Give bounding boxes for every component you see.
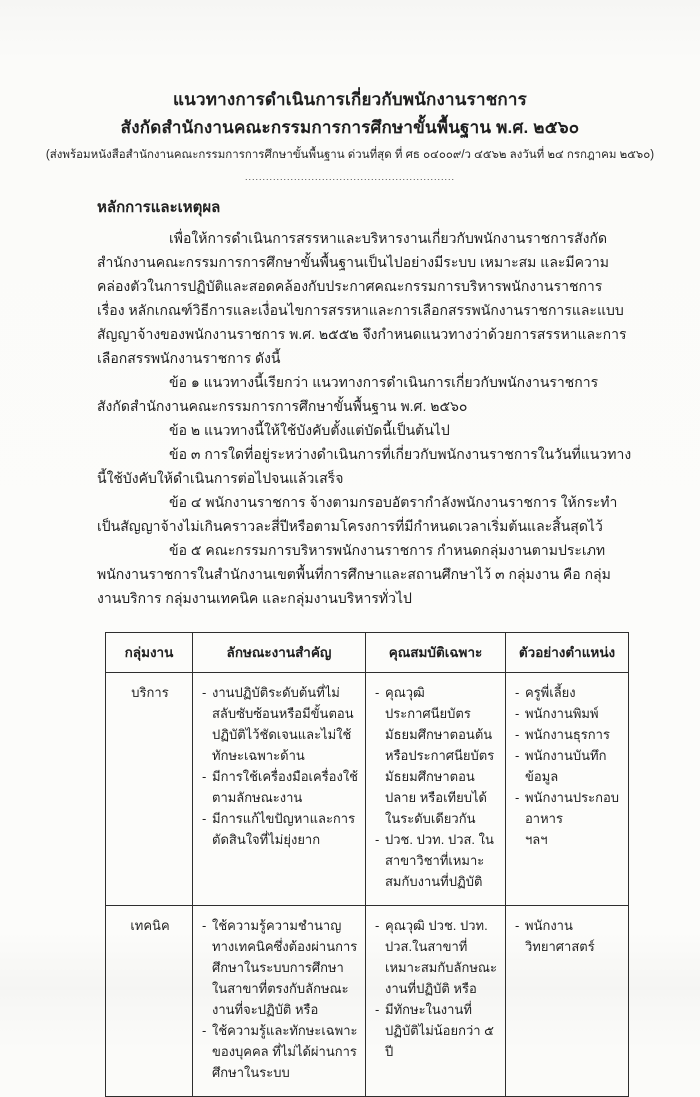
list-item-text: ฯลฯ [525, 832, 548, 847]
list-item [375, 682, 498, 829]
document-body [97, 196, 633, 1097]
list-item-text: พนักงานประกอบ​อาหาร [525, 790, 620, 826]
bullet-dash: - [515, 918, 520, 933]
bullet-dash: - [515, 685, 520, 700]
bullet-dash: - [202, 918, 207, 933]
list-item-text: ปวช. ปวท. ปวส. ในสาขาวิชา​ที่เหมาะสมกับงานที่ปฏิบัติ [385, 832, 494, 889]
list-item [202, 682, 358, 766]
list-item-text: งานปฏิบัติระดับต้นที่ไม่สลับ​ซับซ้อนหรือมีขั้นตอนปฏิบัติไว้​ชัดเจนและไม่ใช้ทักษะเฉพาะด้าน [212, 685, 354, 763]
bullet-dash: - [375, 685, 380, 700]
paragraph-clause-2: ข้อ ๒ แนวทางนี้ให้ใช้บังคับตั้งแต่บัดนี้เป็นต้นไป [169, 422, 450, 438]
bullet-dash: - [202, 685, 207, 700]
list-item [515, 787, 621, 829]
section-heading: หลักการและเหตุผล [97, 199, 221, 216]
bullet-dash: - [515, 706, 520, 721]
list-item [515, 915, 621, 957]
qualifications-cell [366, 906, 506, 1097]
positions-cell [506, 673, 629, 906]
bullet-dash: - [202, 1023, 207, 1038]
bullet-dash: - [515, 727, 520, 742]
bullet-dash: - [375, 1002, 380, 1017]
list-item [515, 745, 621, 787]
table-row-technical [106, 906, 629, 1097]
doc-title-line1: แนวทางการดำเนินการเกี่ยวกับพนักงานราชการ [172, 90, 528, 109]
list-item [515, 724, 621, 745]
list-item-text: พนักงานบันทึกข้อมูล [525, 748, 607, 784]
qualifications-cell [366, 673, 506, 906]
list-item-text: ใช้ความรู้ความชำนาญทางเทคนิค​ซึ่งต้องผ่านการศึกษาในระบบ​การศึกษาในสาขาที่ตรงกับ​ลักษณะงานที่จะปฏิบัติ หรือ [212, 918, 358, 1017]
table-header-row [106, 633, 629, 673]
paragraph-clause-4: ข้อ ๔ พนักงานราชการ จ้างตามกรอบอัตรากำลังพนักงานราชการ ให้กระทำเป็นสัญญาจ้าง​ไม่เกินคราวละสี่ปี​หรือตามโครงการที่มีกำหนดเวลาเริ่มต้นและสิ้นสุดไว้ [97, 494, 618, 534]
table-header-qualifications: คุณสมบัติเฉพาะ [366, 633, 506, 673]
list-item-etc [515, 829, 621, 850]
paragraph-clause-3: ข้อ ๓ การใดที่อยู่ระหว่างดำเนินการที่เกี่ยวกับพนักงานราชการในวันที่แนวทางนี้ใช้บังคับ​ให้ดำเนินการต่อไปจนแล้วเสร็จ [97, 446, 632, 486]
document-header [0, 86, 700, 182]
list-item-text: มีการใช้เครื่องมือเครื่องใช้​ตามลักษณะงาน [212, 769, 358, 805]
list-item [202, 766, 358, 808]
list-item-text: พนักงานพิมพ์ [525, 706, 599, 721]
paragraph-intro: เพื่อให้การดำเนินการสรรหาและบริหารงานเกี่ยวกับพนักงานราชการสังกัดสำนักงาน​คณะกรรมการการศึกษาขั้นพื้นฐาน​เป็นไปอย่างมีระบบ เหมาะสม และมีความคล่องตัวในการปฏิบัติและ​สอดคล้องกับประกาศ​คณะกรรมการบริหารพนักงานราชการ เรื่อง หลักเกณฑ์วิธีการและเงื่อนไขการสรรหาและ​การเลือกสรรพนักงานราชการ​และแบบสัญญาจ้างของพนักงานราชการ พ.ศ. ๒๕๕๒ จึงกำหนดแนวทางว่าด้วย​การสรรหาและการเลือกสรรพนักงานราชการ ดังนี้ [97, 230, 627, 366]
list-item-text: คุณวุฒิ ปวช. ปวท. ปวส.​ในสาขาที่เหมาะสมกับ​ลักษณะงานที่ปฏิบัติ หรือ [385, 918, 497, 996]
list-item [375, 999, 498, 1062]
list-item-text: มีทักษะในงานที่ปฏิบัติ​ไม่น้อยกว่า ๕ ปี [385, 1002, 495, 1059]
dotted-divider: ............................................................ [244, 172, 456, 182]
list-item-text: มีการแก้ไขปัญหาและ​การตัดสินใจที่ไม่ยุ่งยาก [212, 811, 356, 847]
group-name-cell: บริการ [106, 673, 193, 906]
paragraph-clause-1: ข้อ ๑ แนวทางนี้เรียกว่า แนวทางการดำเนินการเกี่ยวกับพนักงานราชการ สังกัดสำนักงาน​คณะกรรมการการศึกษาขั้นพื้นฐาน พ.ศ. ๒๕๖๐ [97, 374, 599, 414]
list-item [515, 703, 621, 724]
bullet-dash: - [202, 811, 207, 826]
job-groups-table [105, 632, 629, 1097]
list-item [202, 808, 358, 850]
table-header-characteristics: ลักษณะงานสำคัญ [193, 633, 366, 673]
list-item [515, 682, 621, 703]
table-header-positions: ตัวอย่างตำแหน่ง [506, 633, 629, 673]
bullet-dash: - [375, 918, 380, 933]
characteristics-cell [193, 673, 366, 906]
positions-cell [506, 906, 629, 1097]
list-item-text: ใช้ความรู้และทักษะเฉพาะของ​บุคคล ที่ไม่ได้ผ่านการศึกษา​ในระบบ [212, 1023, 358, 1080]
doc-title-line2: สังกัดสำนักงานคณะกรรมการการศึกษาขั้นพื้นฐาน พ.ศ. ๒๕๖๐ [120, 118, 580, 137]
table-row-service [106, 673, 629, 906]
bullet-dash: - [515, 748, 520, 763]
paragraph-clause-5: ข้อ ๕ คณะกรรมการบริหารพนักงานราชการ กำหนดกลุ่มงานตามประเภทพนักงานราชการ​ในสำนักงานเขตพื้นที่การศึกษาและสถานศึกษาไว้ ๓ กลุ่มงาน คือ กลุ่มงานบริการ กลุ่มงานเทคนิค และ​กลุ่มงานบริหารทั่วไป [97, 542, 611, 606]
list-item-text: พนักงานวิทยาศาสตร์ [525, 918, 595, 954]
list-item [202, 1020, 358, 1083]
bullet-dash: - [202, 769, 207, 784]
doc-subtitle: (ส่งพร้อมหนังสือสำนักงานคณะกรรมการการศึกษาขั้นพื้นฐาน ด่วนที่สุด ที่ ศธ ๐๔๐๐๙/ว ๔๕๖๒ ลงวันที่ ๒๔ กรกฎาคม ๒๕๖๐) [45, 149, 655, 161]
list-item [375, 915, 498, 999]
list-item-text: พนักงานธุรการ [525, 727, 610, 742]
list-item-text: ครูพี่เลี้ยง [525, 685, 576, 700]
characteristics-cell [193, 906, 366, 1097]
table-header-group: กลุ่มงาน [106, 633, 193, 673]
group-name-cell: เทคนิค [106, 906, 193, 1097]
list-item [375, 829, 498, 892]
bullet-dash: - [375, 832, 380, 847]
list-item-text: คุณวุฒิประกาศนียบัตร​มัธยมศึกษาตอนต้น หรือ​ประกาศนียบัตรมัธยมศึกษา​ตอนปลาย หรือเทียบได้​ในระดับเดียวกัน [385, 685, 495, 826]
bullet-dash: - [515, 790, 520, 805]
list-item [202, 915, 358, 1020]
